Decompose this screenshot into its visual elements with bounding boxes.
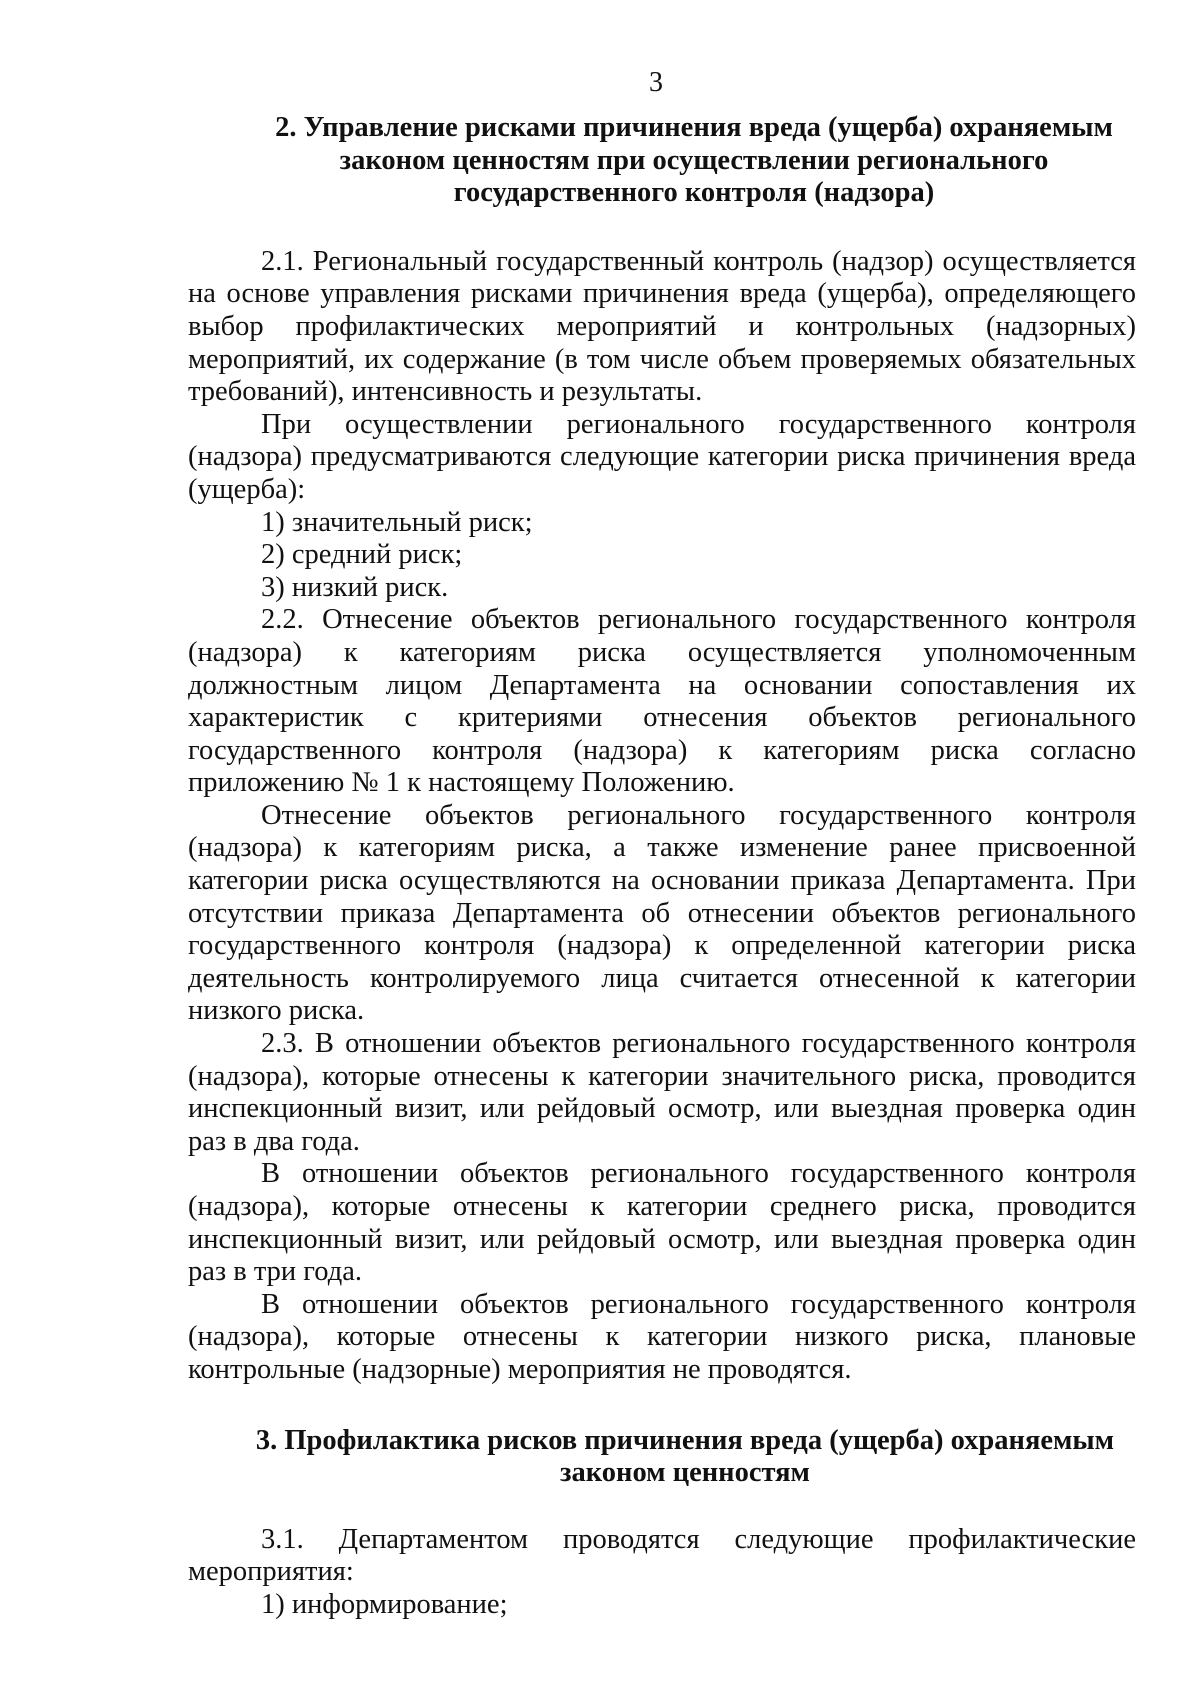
section-3-heading-line: 3. Профилактика рисков причинения вреда (ущерба) охраняемым [255, 1424, 1115, 1456]
paragraph-risk-categories-intro: При осуществлении регионального государственного контроля (надзора) предусматриваются следующие категории риска причинения вреда (ущерба): [188, 408, 1136, 505]
paragraph-2-1: 2.1. Региональный государственный контроль (надзор) осуществляется на основе управления рисками причинения вреда (ущерба), определяющего выбор профилактических мероприятий и контрольных (надзорных) мероприятий, их содержание (в том числе объем проверяемых обязательных требований), интенсивность и результаты. [188, 245, 1136, 408]
section-2-heading-line: 2. Управление рисками причинения вреда (ущерба) охраняемым [275, 112, 1113, 143]
paragraph-2-2: 2.2. Отнесение объектов регионального государственного контроля (надзора) к категориям риска осуществляется уполномоченным должностным лицом Департамента на основании сопоставления их характеристик с критериями отнесения объектов регионального государственного контроля (надзора) к категориям риска согласно приложению № 1 к настоящему Положению. [188, 604, 1136, 799]
paragraph-3-1: 3.1. Департаментом проводятся следующие профилактические мероприятия: [188, 1523, 1136, 1588]
risk-item: 3) низкий риск. [261, 571, 449, 603]
paragraph-low-risk: В отношении объектов регионального государственного контроля (надзора), которые отнесены к категории низкого риска, плановые контрольные (надзорные) мероприятия не проводятся. [188, 1288, 1136, 1385]
prevention-item: 1) информирование; [261, 1588, 508, 1620]
section-2-heading-line: законом ценностям при осуществлении регионального [339, 144, 1049, 176]
page-number: 3 [649, 67, 663, 98]
paragraph-2-3: 2.3. В отношении объектов регионального государственного контроля (надзора), которые отнесены к категории значительного риска, проводится инспекционный визит, или рейдовый осмотр, или выездная проверка один раз в два года. [188, 1028, 1136, 1157]
section-2-heading-line: государственного контроля (надзора) [453, 177, 935, 209]
paragraph-risk-assignment: Отнесение объектов регионального государственного контроля (надзора) к категориям риска, а также изменение ранее присвоенной категории риска осуществляются на основании приказа Департамента. При отсутствии приказа Департамента об отнесении объектов регионального государственного контроля (надзора) к определенной категории риска деятельность контролируемого лица считается отнесенной к категории низкого риска. [188, 799, 1136, 1027]
risk-item: 1) значительный риск; [261, 506, 533, 538]
risk-item: 2) средний риск; [261, 539, 463, 571]
document-body [188, 112, 1136, 1622]
section-3-heading-line: законом ценностям [560, 1457, 810, 1489]
section-2-heading [252, 112, 1136, 210]
section-3-heading [234, 1425, 1136, 1490]
paragraph-medium-risk: В отношении объектов регионального государственного контроля (надзора), которые отнесены к категории среднего риска, проводится инспекционный визит, или рейдовый осмотр, или выездная проверка один раз в три года. [188, 1158, 1136, 1288]
